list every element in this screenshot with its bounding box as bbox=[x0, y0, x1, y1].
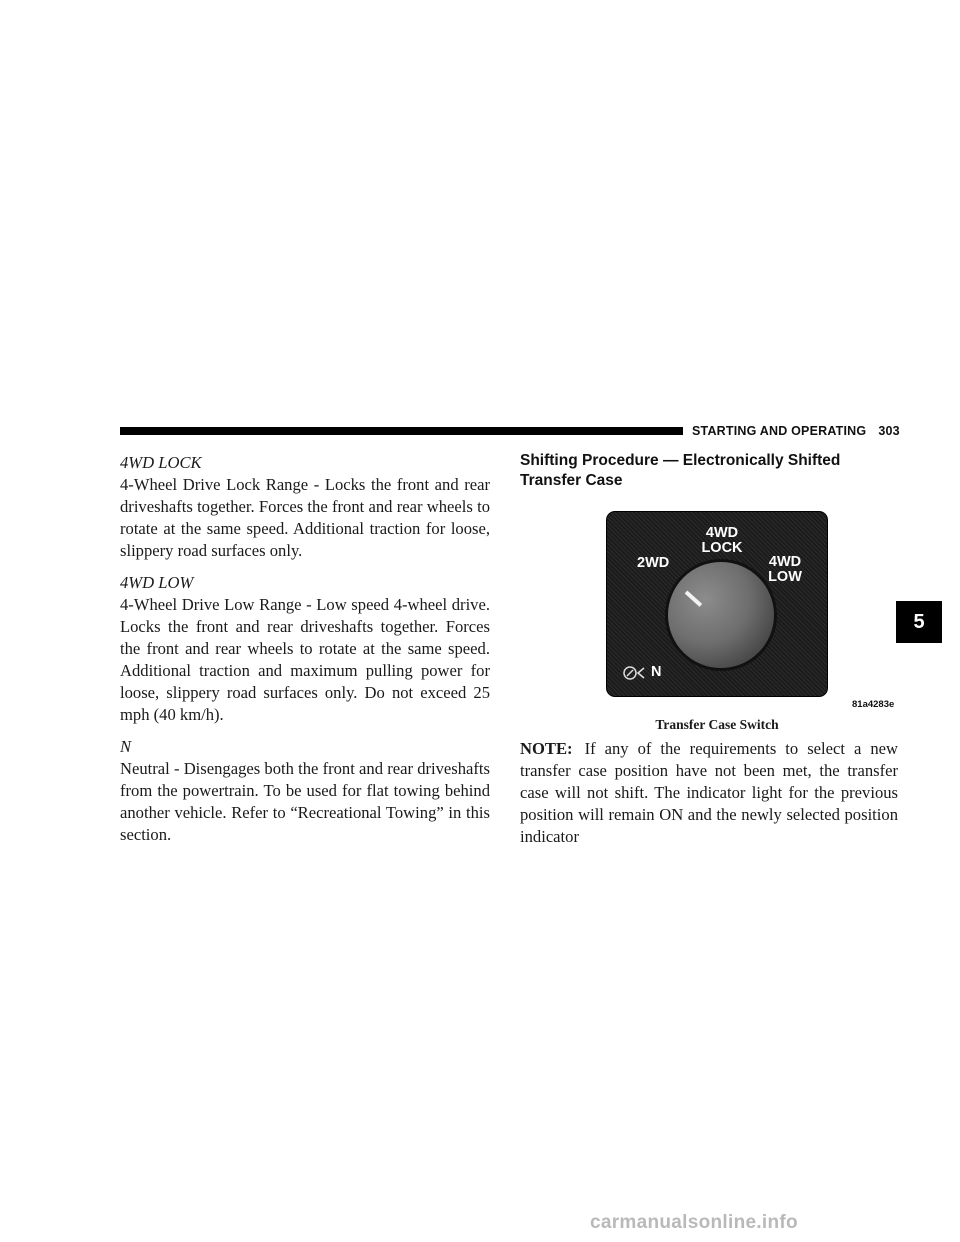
heading-4wd-low: 4WD LOW bbox=[120, 573, 194, 592]
note-paragraph bbox=[520, 738, 898, 848]
label-4wd-low-line1: 4WD bbox=[768, 554, 802, 570]
heading-neutral: N bbox=[120, 737, 132, 756]
label-4wd-low-line2: LOW bbox=[768, 569, 802, 585]
neutral-indicator-icon bbox=[623, 664, 647, 682]
selector-knob bbox=[668, 562, 774, 668]
note-label: NOTE: bbox=[520, 739, 573, 758]
knob-pointer bbox=[685, 591, 703, 607]
label-neutral: N bbox=[651, 664, 662, 680]
label-4wd-low bbox=[765, 555, 805, 585]
section-title: Shifting Procedure — Electronically Shifted Transfer Case bbox=[520, 452, 841, 489]
note-text: If any of the requirements to select a new transfer case position have not been met, the transfer case will not shift. The indicator light for the previous position will remain ON and the newly selected position indicator bbox=[520, 739, 898, 846]
header-section-title: STARTING AND OPERATING bbox=[692, 424, 867, 438]
header-rule bbox=[120, 427, 683, 435]
left-column bbox=[120, 452, 490, 856]
chapter-tab: 5 bbox=[896, 601, 942, 643]
transfer-case-switch-figure bbox=[607, 512, 827, 696]
paragraph-neutral: Neutral - Disengages both the front and rear driveshafts from the powertrain. To be used for flat towing behind another vehicle. Refer to “Recreational Towing” in this section. bbox=[120, 759, 490, 844]
page-number: 303 bbox=[878, 424, 900, 438]
label-4wd-lock-line1: 4WD bbox=[705, 525, 739, 541]
heading-4wd-lock: 4WD LOCK bbox=[120, 453, 202, 472]
running-header bbox=[692, 423, 900, 439]
watermark: carmanualsonline.info bbox=[590, 1212, 798, 1233]
paragraph-4wd-low: 4-Wheel Drive Low Range - Low speed 4-wheel drive. Locks the front and rear driveshafts together. Forces the front and rear wheels to rotate at the same speed. Additional traction and maximum pulling power for loose, slippery road surfaces only. Do not exceed 25 mph (40 km/h). bbox=[120, 595, 490, 724]
figure-code: 81a4283e bbox=[852, 699, 895, 710]
label-4wd-lock-line2: LOCK bbox=[701, 540, 743, 556]
label-4wd-lock bbox=[697, 526, 747, 556]
figure-caption: Transfer Case Switch bbox=[655, 717, 779, 732]
label-2wd: 2WD bbox=[637, 555, 670, 571]
paragraph-4wd-lock: 4-Wheel Drive Lock Range - Locks the front and rear driveshafts together. Forces the front and rear wheels to rotate at the same speed. Additional traction for loose, slippery road surfaces only. bbox=[120, 475, 490, 560]
